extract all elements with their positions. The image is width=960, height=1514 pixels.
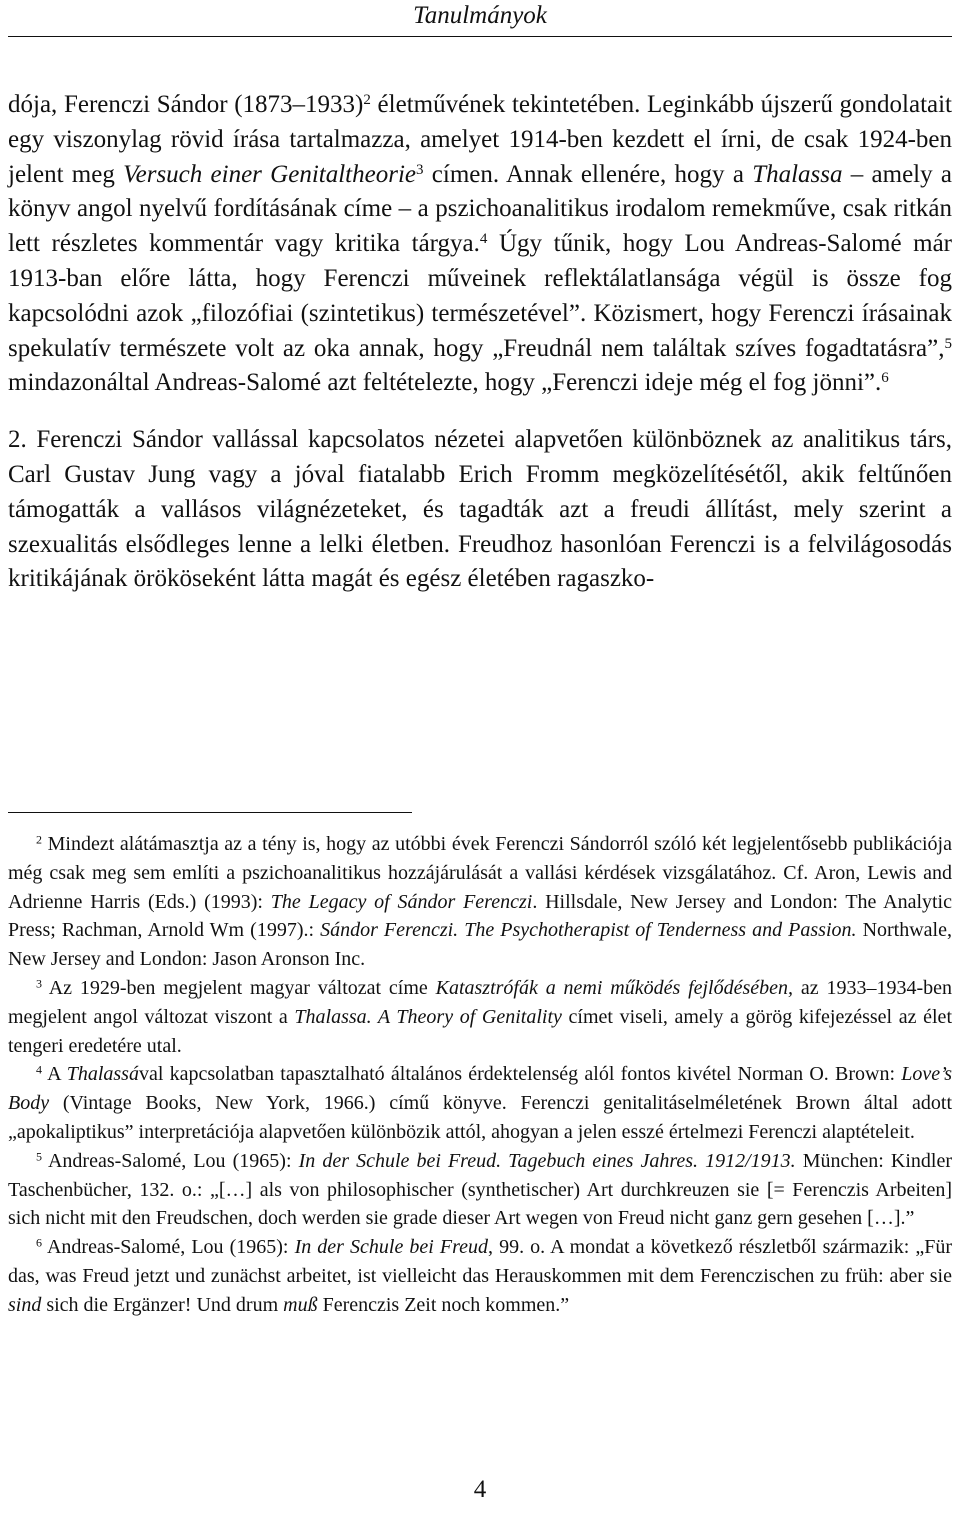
italic-run: Sándor Ferenczi. The Psychotherapist of Tenderness and Passion. — [320, 919, 857, 942]
footnote-ref-2[interactable]: 2 — [363, 91, 371, 108]
title-thalassa: Thalassa — [752, 160, 843, 188]
page-number: 4 — [473, 1476, 487, 1503]
footnote-number: 4 — [36, 1062, 42, 1077]
text-run: Northwale, New Jersey and London: Jason Aronson Inc. — [8, 919, 952, 971]
text-run: az 1933–1934-ben megjelent angol változat viszont a — [8, 976, 952, 1028]
title-versuch: Versuch einer Genitaltheorie — [123, 160, 416, 188]
footnote-ref-5[interactable]: 5 — [944, 335, 952, 352]
text-run: Andreas-Salomé, Lou (1965): — [42, 1149, 299, 1172]
text-run: Úgy tűnik, hogy Lou Andreas-Salomé már 1913-ban előre látta, hogy Ferenczi műveinek reflektálatlansága végül is össze fog kapcsolódni azok „filozófiai (szintetikus) természetével”. Közismert, hogy Ferenczi írásainak spekulatív természete volt az oka annak, hogy „Freudnál nem találtak szíves fogadtatásra”, — [8, 230, 952, 362]
italic-run: muß — [283, 1293, 318, 1316]
footnote-ref-6[interactable]: 6 — [881, 370, 889, 387]
footnotes — [8, 830, 952, 1320]
footnote-number: 3 — [36, 976, 42, 991]
italic-run: Katasztrófák a nemi működés fejlődésében, — [435, 976, 794, 999]
footnote-ref-3[interactable]: 3 — [416, 161, 424, 178]
text-run: – amely a könyv angol nyelvű fordításának címe – a pszichoanalitikus irodalom remekműve, csak ritkán lett részletes kommentár vagy kritika tárgya. — [8, 160, 952, 258]
paragraph-2: 2. Ferenczi Sándor vallással kapcsolatos nézetei alapvetően különböznek az analitikus társ, Carl Gustav Jung vagy a jóval fiatalabb Erich Fromm megközelítésétől, akik feltűnően támogatták a vallásos világnézeteket, és tagadták azt a freudi állítást, mely szerint a szexualitás elsődleges lenne a lelki életben. Freudhoz hasonlóan Ferenczi is a felvilágosodás kritikájának örököseként látta magát és egész életében ragaszko- — [8, 426, 952, 593]
text-run: val kapcsolatban tapasztalható általános érdektelenség alól fontos kivétel Norman O. Brown: — [138, 1063, 902, 1086]
text-run: életművének tekintetében. Leginkább újszerű gondolatait egy viszonylag rövid írása tartalmazza, amelyet 1914-ben kezdett el írni, de csak 1924-ben jelent meg — [8, 91, 953, 188]
footnote-5 — [8, 1147, 952, 1233]
footnote-number: 6 — [36, 1235, 42, 1250]
header-rule — [8, 36, 952, 37]
italic-run: sind — [8, 1293, 42, 1316]
text-run: A — [42, 1063, 67, 1086]
footnote-6 — [8, 1233, 952, 1319]
text-run: Mindezt alátámasztja az a tény is, hogy az utóbbi évek Ferenczi Sándorról szóló két legjelentősebb publikációja még csak meg sem említi a pszichoanalitikus hozzájárulását a vallási kérdések vizsgálatához. Cf. Aron, Lewis and Adrienne Harris (Eds.) (1993): — [8, 833, 952, 913]
footnote-4 — [8, 1060, 952, 1146]
paragraph-1 — [8, 88, 952, 401]
text-run: Az 1929-ben megjelent magyar változat címe — [42, 976, 436, 999]
text-run: , 99. o. A mondat a következő részletből származik: „Für das, was Freud jetzt und zunächst arbeitet, ist vielleicht das Herauskommen mit dem Ferenczischen zu früh: aber sie — [8, 1236, 952, 1287]
text-run: mindazonáltal Andreas-Salomé azt feltételezte, hogy „Ferenczi ideje még el fog jönni”. — [8, 369, 882, 397]
footnote-rule — [8, 812, 412, 813]
italic-run: Thalassa. A Theory of Genitality — [294, 1005, 562, 1028]
text-run: Andreas-Salomé, Lou (1965): — [42, 1236, 295, 1259]
italic-run: Thalassá — [66, 1063, 139, 1086]
text-run: München: Kindler Taschenbücher, 132. o.: „[…] als von philosophischer (synthetischer) Art durchkreuzen sie [= Ferenczis Arbeiten] sich nicht mit den Freudschen, doch werden sie grade dieser Art wegen von Freud nicht ganz gern gesehen […].” — [8, 1149, 953, 1230]
main-text — [8, 88, 952, 597]
text-run: . Hillsdale, New Jersey and London: The Analytic Press; Rachman, Arnold Wm (1997).: — [8, 890, 952, 942]
footnote-3 — [8, 974, 952, 1060]
text-run: címen. Annak ellenére, hogy a — [423, 160, 753, 188]
footnote-ref-4[interactable]: 4 — [479, 230, 488, 247]
italic-run: In der Schule bei Freud. Tagebuch eines Jahres. 1912/1913. — [298, 1149, 796, 1172]
footnote-number: 2 — [36, 832, 42, 847]
italic-run: Love’s Body — [8, 1063, 952, 1115]
text-run: dója, Ferenczi Sándor (1873–1933) — [8, 91, 364, 118]
text-run: Ferenczis Zeit noch kommen.” — [317, 1293, 570, 1316]
footnote-number: 5 — [36, 1149, 42, 1164]
running-header: Tanulmányok — [413, 2, 547, 29]
text-run: (Vintage Books, New York, 1966.) című könyve. Ferenczi genitalitáselméletének Brown által adott „apokaliptikus” interpretációja alapvetően különbözik attól, ahogyan a jelen esszé értelmezi Ferenczi alaptételeit. — [8, 1092, 952, 1143]
footnote-2 — [8, 830, 952, 974]
italic-run: In der Schule bei Freud — [294, 1236, 489, 1259]
italic-run: The Legacy of Sándor Ferenczi — [270, 890, 533, 913]
text-run: sich die Ergänzer! Und drum — [41, 1293, 284, 1316]
text-run: címet viseli, amely a görög kifejezéssel az élet tengeri eredetére utal. — [8, 1005, 952, 1057]
